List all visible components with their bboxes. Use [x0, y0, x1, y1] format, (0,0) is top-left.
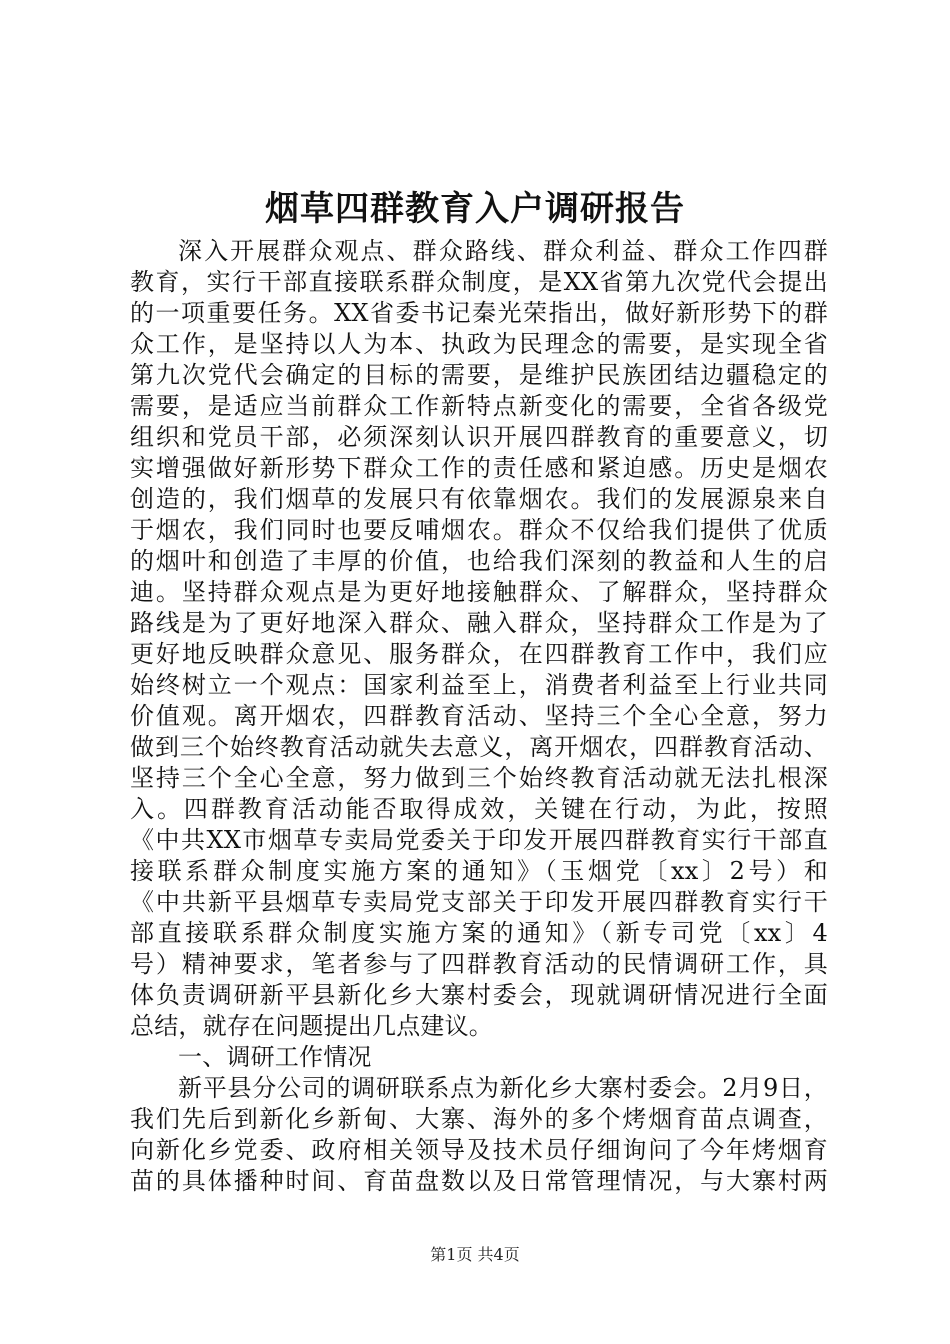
- paragraph-line: 我们先后到新化乡新甸、大寨、海外的多个烤烟育苗点调查，: [130, 1105, 828, 1133]
- paragraph-line: 组织和党员干部，必须深刻认识开展四群教育的重要意义，切: [130, 423, 828, 451]
- paragraph-line: 体负责调研新平县新化乡大寨村委会，现就调研情况进行全面: [130, 981, 828, 1009]
- paragraph-line: 第九次党代会确定的目标的需要，是维护民族团结边疆稳定的: [130, 361, 828, 389]
- paragraph-line: 坚持三个全心全意，努力做到三个始终教育活动就无法扎根深: [130, 764, 828, 792]
- paragraph-line: 号）精神要求，笔者参与了四群教育活动的民情调研工作，具: [130, 950, 828, 978]
- document-body: [130, 236, 828, 1197]
- paragraph-line: 《中共XX市烟草专卖局党委关于印发开展四群教育实行干部直: [130, 826, 828, 854]
- paragraph-line: 更好地反映群众意见、服务群众，在四群教育工作中，我们应: [130, 640, 828, 668]
- paragraph-line: 接联系群众制度实施方案的通知》（玉烟党〔xx〕2号）和: [130, 857, 828, 885]
- paragraph-line: 向新化乡党委、政府相关领导及技术员仔细询问了今年烤烟育: [130, 1136, 828, 1164]
- paragraph-line: 众工作，是坚持以人为本、执政为民理念的需要，是实现全省: [130, 330, 828, 358]
- paragraph-line: 的一项重要任务。XX省委书记秦光荣指出，做好新形势下的群: [130, 299, 828, 327]
- paragraph-line: 部直接联系群众制度实施方案的通知》（新专司党〔xx〕4: [130, 919, 828, 947]
- paragraph-line: 《中共新平县烟草专卖局党支部关于印发开展四群教育实行干: [130, 888, 828, 916]
- paragraph-line: 做到三个始终教育活动就失去意义，离开烟农，四群教育活动、: [130, 733, 828, 761]
- paragraph-line: 入。四群教育活动能否取得成效，关键在行动，为此，按照: [130, 795, 828, 823]
- paragraph-line: 教育，实行干部直接联系群众制度，是XX省第九次党代会提出: [130, 268, 828, 296]
- paragraph-line: 苗的具体播种时间、育苗盘数以及日常管理情况，与大寨村两: [130, 1167, 828, 1195]
- paragraph-line: 需要，是适应当前群众工作新特点新变化的需要，全省各级党: [130, 392, 828, 420]
- paragraph-line: 的烟叶和创造了丰厚的价值，也给我们深刻的教益和人生的启: [130, 547, 828, 575]
- paragraph-line: 价值观。离开烟农，四群教育活动、坚持三个全心全意，努力: [130, 702, 828, 730]
- paragraph-line: 新平县分公司的调研联系点为新化乡大寨村委会。2月9日，: [178, 1074, 828, 1102]
- paragraph-line: 深入开展群众观点、群众路线、群众利益、群众工作四群: [178, 237, 828, 265]
- paragraph-line: 创造的，我们烟草的发展只有依靠烟农。我们的发展源泉来自: [130, 485, 828, 513]
- paragraph-line: 总结，就存在问题提出几点建议。: [130, 1012, 493, 1040]
- section-heading: 一、调研工作情况: [178, 1043, 372, 1071]
- paragraph-line: 始终树立一个观点：国家利益至上，消费者利益至上行业共同: [130, 671, 828, 699]
- paragraph-line: 实增强做好新形势下群众工作的责任感和紧迫感。历史是烟农: [130, 454, 828, 482]
- paragraph-line: 路线是为了更好地深入群众、融入群众，坚持群众工作是为了: [130, 609, 828, 637]
- paragraph-line: 迪。坚持群众观点是为更好地接触群众、了解群众，坚持群众: [130, 578, 828, 606]
- paragraph-line: 于烟农，我们同时也要反哺烟农。群众不仅给我们提供了优质: [130, 516, 828, 544]
- page-footer: 第1页 共4页: [430, 1245, 520, 1264]
- document-title: 烟草四群教育入户调研报告: [265, 189, 685, 229]
